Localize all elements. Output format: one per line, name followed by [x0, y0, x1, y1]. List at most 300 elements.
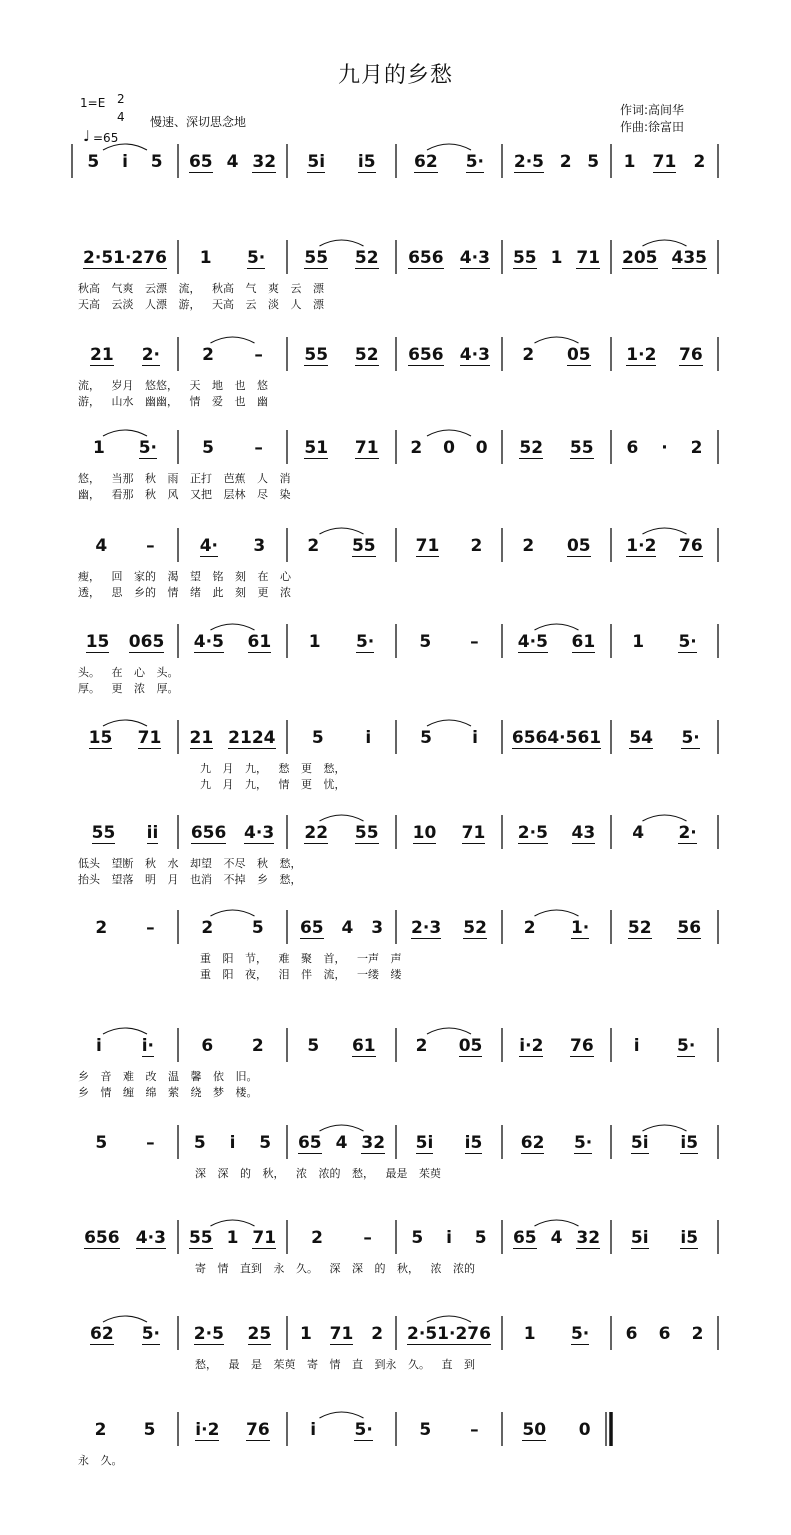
measure-notes: [400, 1036, 498, 1057]
slur: [427, 1028, 471, 1034]
measure-notes: [291, 632, 392, 653]
time-signature-bottom: 4: [117, 110, 125, 124]
note-group: ii: [146, 823, 159, 843]
note-group: i5: [680, 1133, 699, 1153]
lyric-line: 游， 山水 幽幽， 情 爱 也 幽: [78, 395, 268, 408]
note-group: 32: [576, 1228, 601, 1248]
note-group: 5i: [630, 1228, 649, 1248]
measure-notes: [615, 536, 714, 557]
note-group: 1: [299, 1324, 312, 1344]
slur: [643, 240, 687, 246]
lyric-line: 秋高 气爽 云漂 流， 秋高 气 爽 云 漂: [78, 282, 324, 295]
measure-notes: [76, 1420, 174, 1440]
note-group: 52: [354, 345, 379, 365]
lyric-line: 重 阳 夜， 泪 伴 流， 一缕 缕: [200, 968, 402, 981]
note-group: 5·: [246, 248, 266, 268]
measure-notes: [400, 1324, 498, 1345]
note-group: i: [633, 1036, 640, 1056]
note-group: 2: [251, 1036, 264, 1056]
note-group: 5·: [465, 152, 484, 172]
measure-notes: [615, 728, 714, 749]
note-group: –: [146, 918, 155, 938]
note-group: 71: [137, 728, 162, 748]
expression-marking: 慢速、深切思念地: [150, 115, 247, 129]
note-group: 2·5: [513, 152, 544, 172]
note-group: 5i: [630, 1133, 649, 1153]
note-group: 5i: [307, 152, 326, 172]
measure-notes: [182, 438, 283, 458]
note-group: 2: [311, 1228, 323, 1248]
note-group: 5: [150, 152, 163, 172]
measure-notes: [615, 152, 714, 173]
note-group: 5: [311, 728, 324, 748]
note-group: 5: [420, 728, 432, 748]
slur: [427, 1316, 471, 1322]
measure-notes: [76, 248, 174, 269]
slur: [535, 337, 579, 343]
note-group: 1·2: [626, 345, 657, 365]
note-group: 65: [188, 152, 213, 172]
note-group: 5: [202, 438, 214, 458]
note-group: 4·5: [193, 632, 224, 652]
note-group: 52: [463, 918, 487, 938]
note-group: 5·: [354, 1420, 373, 1440]
slur: [535, 1220, 579, 1226]
note-group: 2: [371, 1324, 384, 1344]
lyric-line: 悠， 当那 秋 雨 正打 芭蕉 人 消: [78, 472, 291, 485]
measure-notes: [400, 728, 498, 748]
note-group: 2: [559, 152, 572, 172]
note-group: i: [446, 1228, 452, 1248]
note-group: 2124: [228, 728, 276, 748]
lyric-line: 头。 在 心 头。: [78, 666, 179, 679]
measure-notes: [76, 918, 174, 938]
note-group: 21: [90, 345, 114, 365]
note-group: –: [146, 536, 155, 556]
note-group: i5: [464, 1133, 483, 1153]
measure-notes: [615, 438, 714, 458]
note-group: 55: [91, 823, 116, 843]
slur: [643, 528, 687, 534]
measure-notes: [506, 1228, 607, 1249]
measure-notes: [182, 823, 283, 844]
slur: [211, 624, 255, 630]
note-group: 205: [622, 248, 658, 268]
note-group: 55: [304, 248, 329, 268]
measure-notes: [291, 1228, 392, 1248]
note-group: 5: [259, 1133, 272, 1153]
measure-notes: [291, 918, 392, 939]
lyric-line: 愁， 最 是 茱萸 寄 情 直 到永 久。 直 到: [195, 1358, 475, 1371]
measure-notes: [615, 345, 714, 366]
lyric-line: 寄 情 直到 永 久。 深 深 的 秋， 浓 浓的: [195, 1262, 475, 1275]
note-group: 52: [354, 248, 379, 268]
note-group: 32: [361, 1133, 386, 1153]
note-group: i·: [141, 1036, 155, 1056]
note-group: 71: [329, 1324, 354, 1344]
measure-notes: [400, 632, 498, 652]
lyric-line: 瘦， 回 家的 渴 望 铭 刻 在 心: [78, 570, 291, 583]
note-group: i: [229, 1133, 236, 1153]
note-group: 65: [299, 918, 324, 938]
note-group: 1·2: [626, 536, 657, 556]
note-group: 5: [419, 632, 432, 652]
measure-notes: [291, 152, 392, 173]
note-group: 71: [252, 1228, 277, 1248]
lyric-line: 九 月 九， 愁 更 愁，: [200, 762, 346, 775]
note-group: 4·: [199, 536, 218, 556]
measure-notes: [506, 1420, 607, 1441]
note-group: 5·: [355, 632, 375, 652]
note-group: 2: [693, 152, 706, 172]
measure-notes: [615, 1133, 714, 1154]
note-group: 54: [629, 728, 653, 748]
measure-notes: [182, 1133, 283, 1153]
note-group: 2·: [141, 345, 160, 365]
slur: [320, 1125, 364, 1131]
lyric-line: 乡 音 难 改 温 馨 依 旧。: [78, 1070, 258, 1083]
measure-notes: [76, 152, 174, 172]
note-group: 61: [247, 632, 272, 652]
note-group: 22: [304, 823, 329, 843]
note-group: –: [363, 1228, 372, 1248]
note-group: ·: [661, 438, 668, 458]
measure-notes: [400, 438, 498, 458]
slur: [535, 910, 579, 916]
measure-notes: [291, 1133, 392, 1154]
note-group: 55: [351, 536, 376, 556]
note-group: –: [470, 632, 479, 652]
note-group: 5: [419, 1420, 432, 1440]
measure-notes: [76, 823, 174, 844]
note-group: 2: [470, 536, 483, 556]
measure-notes: [615, 918, 714, 939]
note-group: 5: [474, 1228, 487, 1248]
note-group: 4·3: [135, 1228, 166, 1248]
lyric-line: 透， 思 乡的 情 绪 此 刻 更 浓: [78, 586, 291, 599]
note-group: 43: [571, 823, 596, 843]
measure-notes: [506, 1324, 607, 1345]
note-group: 71: [354, 438, 379, 458]
measure-notes: [400, 1133, 498, 1154]
note-group: 6: [625, 1324, 638, 1344]
measure-notes: [615, 1324, 714, 1344]
note-group: 4: [550, 1228, 563, 1248]
measure-notes: [400, 1228, 498, 1248]
slur: [535, 624, 579, 630]
note-group: 2·51·276: [407, 1324, 491, 1344]
song-title: 九月的乡愁: [337, 63, 453, 88]
slur: [103, 1316, 147, 1322]
measure-notes: [291, 1324, 392, 1345]
measure-notes: [76, 1324, 174, 1345]
note-group: 5: [251, 918, 264, 938]
lyric-line: 重 阳 节， 难 聚 首， 一声 声: [200, 952, 402, 965]
slur: [103, 430, 147, 436]
note-group: 5: [587, 152, 600, 172]
measure-notes: [76, 728, 174, 749]
note-group: 4·3: [244, 823, 275, 843]
note-group: 15: [88, 728, 113, 748]
note-group: 71: [652, 152, 677, 172]
note-group: 5i: [415, 1133, 434, 1153]
note-group: 50: [522, 1420, 547, 1440]
slur: [427, 430, 471, 436]
note-group: 3: [371, 918, 384, 938]
note-group: 2: [307, 536, 320, 556]
slur: [320, 240, 364, 246]
measure-notes: [506, 1036, 607, 1057]
slur: [427, 144, 471, 150]
measure-notes: [400, 152, 498, 173]
measure-notes: [76, 345, 174, 366]
measure-notes: [182, 1420, 283, 1441]
note-group: 61: [571, 632, 596, 652]
note-group: 2: [202, 345, 214, 365]
note-group: i·2: [519, 1036, 544, 1056]
measure-notes: [182, 345, 283, 365]
slur: [211, 910, 255, 916]
note-group: 55: [354, 823, 379, 843]
note-group: –: [254, 438, 263, 458]
note-group: 2: [415, 1036, 428, 1056]
measure-notes: [182, 536, 283, 557]
measure-notes: [506, 823, 607, 844]
measure-notes: [182, 632, 283, 653]
note-group: 0: [578, 1420, 591, 1440]
measure-notes: [182, 1324, 283, 1345]
note-group: i: [122, 152, 128, 172]
measure-notes: [506, 632, 607, 653]
note-group: 4·3: [459, 345, 490, 365]
measure-notes: [182, 248, 283, 269]
note-group: 5·: [138, 438, 158, 458]
note-group: 2·5: [193, 1324, 224, 1344]
measure-notes: [291, 345, 392, 366]
measure-notes: [400, 918, 498, 939]
note-group: 55: [569, 438, 594, 458]
lyricist: 作词:高间华: [620, 103, 685, 117]
measure-notes: [76, 1133, 174, 1153]
note-group: 5: [87, 152, 100, 172]
slur: [643, 815, 687, 821]
note-group: 71: [576, 248, 601, 268]
note-group: 2: [94, 1420, 107, 1440]
note-group: 5: [307, 1036, 320, 1056]
measure-notes: [400, 536, 498, 557]
note-group: 55: [304, 345, 329, 365]
note-group: 4: [95, 536, 108, 556]
note-group: i: [310, 1420, 317, 1440]
note-group: 65: [512, 1228, 537, 1248]
note-group: 4·5: [517, 632, 548, 652]
slur: [211, 1220, 255, 1226]
note-group: 56: [677, 918, 702, 938]
note-group: 1·: [570, 918, 590, 938]
measure-notes: [291, 438, 392, 459]
note-group: 6: [201, 1036, 214, 1056]
note-group: 2: [95, 918, 108, 938]
note-group: 5: [143, 1420, 156, 1440]
note-group: 2·: [678, 823, 697, 843]
measure-notes: [291, 1420, 392, 1441]
measure-notes: [76, 632, 174, 653]
note-group: 1: [226, 1228, 239, 1248]
note-group: 52: [519, 438, 544, 458]
note-group: 5: [193, 1133, 206, 1153]
note-group: 21: [189, 728, 214, 748]
lyric-line: 九 月 九， 情 更 忧，: [200, 778, 346, 791]
slur: [643, 1125, 687, 1131]
note-group: i5: [357, 152, 376, 172]
note-group: 71: [415, 536, 440, 556]
slur: [427, 720, 471, 726]
note-group: 1: [92, 438, 105, 458]
note-group: i: [95, 1036, 102, 1056]
slur: [320, 815, 364, 821]
measure-notes: [76, 1228, 174, 1249]
measure-notes: [76, 536, 174, 556]
note-group: 2: [523, 918, 536, 938]
lyric-line: 永 久。: [78, 1454, 123, 1467]
measure-notes: [506, 1133, 607, 1154]
note-group: 61: [351, 1036, 376, 1056]
note-group: 2·3: [411, 918, 442, 938]
note-group: 05: [458, 1036, 483, 1056]
slur: [103, 144, 147, 150]
measure-notes: [182, 728, 283, 749]
note-group: 5·: [570, 1324, 590, 1344]
note-group: 1: [623, 152, 636, 172]
note-group: 2·5: [517, 823, 548, 843]
note-group: 76: [246, 1420, 270, 1440]
lyric-line: 厚。 更 浓 厚。: [78, 682, 179, 695]
note-group: 1: [523, 1324, 536, 1344]
note-group: 2: [410, 438, 423, 458]
measure-notes: [506, 248, 607, 269]
note-group: –: [254, 345, 263, 365]
note-group: 62: [90, 1324, 114, 1344]
note-group: 2·51·276: [83, 248, 167, 268]
note-group: 76: [570, 1036, 594, 1056]
note-group: 656: [408, 248, 444, 268]
note-group: 5: [411, 1228, 424, 1248]
note-group: i5: [680, 1228, 699, 1248]
lyric-line: 深 深 的 秋， 浓 浓的 愁， 最是 茱萸: [195, 1167, 441, 1180]
measure-notes: [615, 1036, 714, 1057]
note-group: 435: [671, 248, 707, 268]
tempo-marking: =65: [93, 131, 119, 145]
note-group: 2: [522, 536, 535, 556]
lyric-line: 幽， 看那 秋 风 又把 层林 尽 染: [78, 488, 291, 501]
note-group: 5·: [573, 1133, 593, 1153]
measure-notes: [615, 1228, 714, 1249]
note-group: 5·: [676, 1036, 696, 1056]
note-group: i: [472, 728, 478, 748]
note-group: 1: [199, 248, 212, 268]
note-group: 5·: [678, 632, 697, 652]
note-group: 3: [253, 536, 266, 556]
note-group: 05: [566, 345, 591, 365]
measure-notes: [506, 918, 607, 939]
slur: [320, 528, 364, 534]
measure-notes: [291, 248, 392, 269]
note-group: i·2: [195, 1420, 220, 1440]
measure-notes: [506, 152, 607, 173]
lyric-line: 抬头 望落 明 月 也消 不掉 乡 愁，: [78, 873, 302, 886]
measure-notes: [291, 728, 392, 748]
note-group: 55: [512, 248, 537, 268]
note-group: 2: [522, 345, 535, 365]
note-group: 1: [632, 632, 645, 652]
note-group: 76: [679, 536, 703, 556]
measure-notes: [291, 536, 392, 557]
note-group: 5·: [141, 1324, 160, 1344]
lyric-line: 低头 望断 秋 水 却望 不尽 秋 愁，: [78, 857, 302, 870]
time-signature-top: 2: [117, 92, 125, 106]
note-group: i: [365, 728, 372, 748]
note-group: 0: [475, 438, 488, 458]
quarter-note-icon: ♩: [83, 127, 91, 145]
measure-notes: [76, 1036, 174, 1057]
measure-notes: [291, 1036, 392, 1057]
measure-notes: [506, 345, 607, 366]
note-group: 25: [247, 1324, 272, 1344]
measure-notes: [182, 1228, 283, 1249]
note-group: –: [470, 1420, 479, 1440]
measure-notes: [615, 632, 714, 653]
measure-notes: [400, 823, 498, 844]
note-group: 05: [566, 536, 591, 556]
note-group: 4: [335, 1133, 348, 1153]
note-group: 4·3: [459, 248, 490, 268]
composer: 作曲:徐富田: [620, 120, 685, 134]
measure-notes: [506, 438, 607, 459]
measure-notes: [615, 248, 714, 269]
note-group: 6564·561: [511, 728, 602, 748]
note-group: 62: [414, 152, 438, 172]
note-group: 5: [95, 1133, 108, 1153]
note-group: 4: [226, 152, 239, 172]
slur: [320, 1412, 364, 1418]
note-group: 656: [190, 823, 227, 843]
note-group: 4: [632, 823, 645, 843]
slur: [211, 337, 255, 343]
slur: [103, 1028, 147, 1034]
note-group: 656: [408, 345, 444, 365]
note-group: 1: [550, 248, 563, 268]
note-group: 15: [85, 632, 110, 652]
note-group: 32: [252, 152, 277, 172]
note-group: 2: [690, 438, 703, 458]
measure-notes: [182, 1036, 283, 1056]
note-group: 55: [188, 1228, 213, 1248]
measure-notes: [400, 1420, 498, 1440]
note-group: 10: [412, 823, 437, 843]
note-group: 1: [308, 632, 321, 652]
note-group: 51: [304, 438, 329, 458]
measure-notes: [506, 728, 607, 749]
measure-notes: [400, 248, 498, 269]
note-group: 065: [128, 632, 165, 652]
slur: [103, 720, 147, 726]
measure-notes: [400, 345, 498, 366]
measure-notes: [182, 918, 283, 938]
note-group: 2: [201, 918, 214, 938]
note-group: 4: [341, 918, 354, 938]
note-group: 5·: [681, 728, 700, 748]
note-group: –: [146, 1133, 155, 1153]
